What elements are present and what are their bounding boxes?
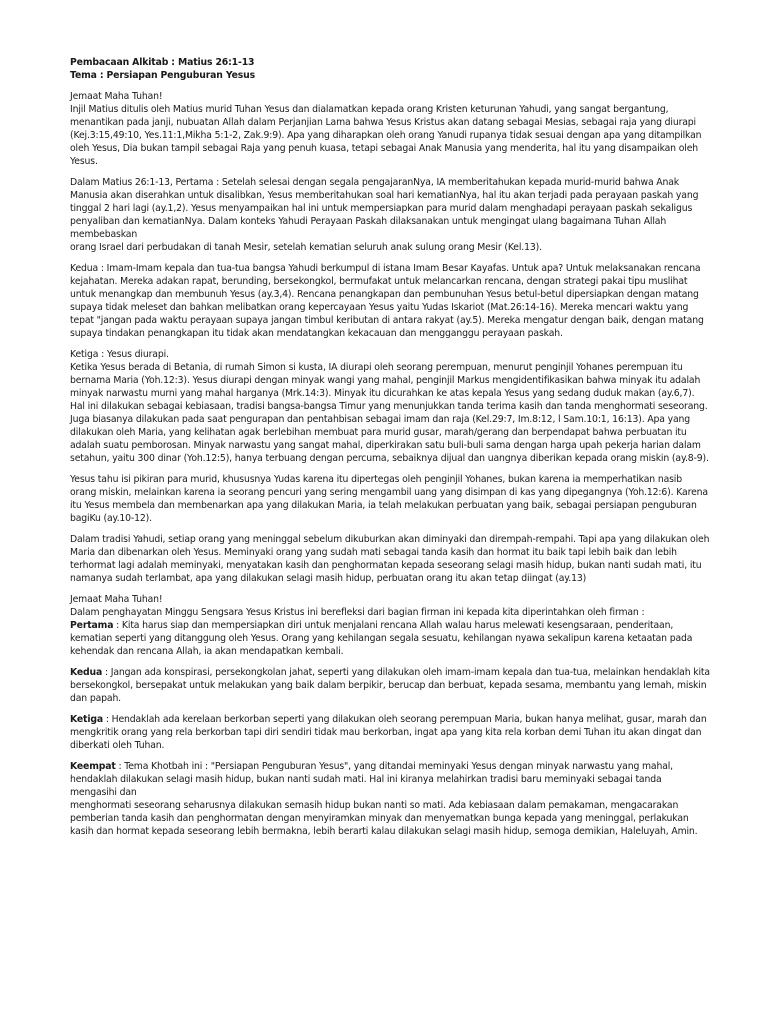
paragraph-text: Dalam Matius 26:1-13, Pertama : Setelah selesai dengan segala pengajaranNya, IA memberitahukan kepada murid-murid bahwa Anak Manusia akan diserahkan untuk disalibkan, Yesus memberitahukan soal hari kematianNya, hal itu akan terjadi pada perayaan paskah yang tinggal 2 hari lagi (ay.1,2). Yesus menyampaikan hal ini untuk mempersiapkan para murid dalam menghadapi perayaan paskah sekaligus penyaliban dan kematianNya. Dalam konteks Yahudi Perayaan Paskah dilaksanakan untuk mengingat ulang bagaimana Tuhan Allah membebaskan <box>70 177 699 240</box>
point-text: : Tema Khotbah ini : "Persiapan Penguburan Yesus", yang ditandai meminyaki Yesus dengan minyak narwastu yang mahal, hendaklah dilakukan selagi masih hidup, bukan nanti sudah mati. Hal ini kiranya melahirkan tradisi baru meminyaki sebagai tanda mengasihi dan <box>70 761 673 798</box>
paragraph-title: Ketiga : Yesus diurapi. <box>70 349 169 360</box>
paragraph-text: Yesus tahu isi pikiran para murid, khususnya Yudas karena itu dipertegas oleh penginjil Yohanes, bukan karena ia memperhatikan nasib orang miskin, melainkan karena ia seorang pencuri yang sering mengambil uang yang disimpan di kas yang dipegangnya (Yoh.12:6). Karena itu Yesus membela dan membenarkan apa yang dilakukan Maria, ia telah melakukan perbuatan yang baik, sebagai persiapan penguburan bagiKu (ay.10-12). <box>70 474 708 524</box>
point-label: Pertama <box>70 620 114 631</box>
greeting: Jemaat Maha Tuhan! <box>70 91 163 102</box>
paragraph-text: orang Israel dari perbudakan di tanah Mesir, setelah kematian seluruh anak sulung orang Mesir (Kel.13). <box>70 242 542 253</box>
point-keempat <box>70 760 710 799</box>
point-text: : Jangan ada konspirasi, persekongkolan jahat, seperti yang dilakukan oleh imam-imam kepala dan tua-tua, melainkan hendaklah kita bersekongkol, bersepakat untuk melakukan yang baik dalam berpikir, berucap dan berbuat, kepada sesama, membantu yang lemah, miskin dan papah. <box>70 667 710 704</box>
paragraph-yudas <box>70 473 710 525</box>
point-text: : Hendaklah ada kerelaan berkorban seperti yang dilakukan oleh seorang perempuan Maria, bukan hanya melihat, gusar, marah dan mengkritik orang yang rela berkorban tapi diri sendiri tidak mau berkorban, ingat apa yang kita rela korban demi Tuhan itu akan dingat dan diberkati oleh Tuhan. <box>70 714 707 751</box>
point-kedua <box>70 666 710 705</box>
paragraph-ketiga <box>70 348 710 465</box>
paragraph-text: Dalam tradisi Yahudi, setiap orang yang meninggal sebelum dikuburkan akan diminyaki dan dirempah-rempahi. Tapi apa yang dilakukan oleh Maria dan dibenarkan oleh Yesus. Meminyaki orang yang sudah mati sebagai tanda kasih dan hormat itu baik tapi lebih baik dan lebih terhormat lagi adalah meminyaki, menyatakan kasih dan penghormatan kepada seseorang selagi masih hidup, bukan nanti sudah mati, itu namanya sudah terlambat, apa yang dilakukan selagi masih hidup, perbuatan orang itu akan tetap diingat (ay.13) <box>70 534 710 584</box>
paragraph-text: Ketika Yesus berada di Betania, di rumah Simon si kusta, IA diurapi oleh seorang perempuan, menurut penginjil Yohanes perempuan itu bernama Maria (Yoh.12:3). Yesus diurapi dengan minyak wangi yang mahal, penginjil Markus mengidentifikasikan bahwa minyak itu adalah minyak narwastu murni yang mahal harganya (Mrk.14:3). Minyak itu dicurahkan ke atas kepala Yesus yang sedang duduk makan (ay.6,7). Hal ini dilakukan sebagai kebiasaan, tradisi bangsa-bangsa Timur yang menunjukkan tanda terima kasih dan tanda menghormati seseorang. Juga biasanya dilakukan pada saat pengurapan dan pentahbisan sebagai imam dan raja (Kel.29:7, Im.8:12, l Sam.10:1, 16:13). Apa yang dilakukan oleh Maria, yang kelihatan agak berlebihan membuat para murid gusar, marah/gerang dan berpendapat bahwa perbuatan itu adalah suatu pemborosan. Minyak narwastu yang sangat mahal, diperkirakan satu buli-buli sama dengan harga upah pekerja harian dalam setahun, yaitu 300 dinar (Yoh.12:5), hanya terbuang dengan percuma, sebaiknya dijual dan uangnya diberikan kepada orang miskin (ay.8-9). <box>70 362 709 464</box>
point-label: Kedua <box>70 667 103 678</box>
point-pertama <box>70 619 710 658</box>
greeting: Jemaat Maha Tuhan! <box>70 594 163 605</box>
paragraph-kedua <box>70 262 710 340</box>
point-label: Ketiga <box>70 714 104 725</box>
paragraph-text: Injil Matius ditulis oleh Matius murid Tuhan Yesus dan dialamatkan kepada orang Kristen keturunan Yahudi, yang sangat bergantung, menantikan pada janji, nubuatan Allah dalam Perjanjian Lama bahwa Yesus Kristus akan datang sebagai Mesias, sebagai raja yang diurapi (Kej.3:15,49:10, Yes.11:1,Mikha 5:1-2, Zak.9:9). Apa yang diharapkan oleh orang Yanudi rupanya tidak sesuai dengan apa yang ditampilkan oleh Yesus, Dia bukan tampil sebagai Raja yang penuh kuasa, tetapi sebagai Anak Manusia yang menderita, hal itu yang disampaikan oleh Yesus. <box>70 104 702 167</box>
point-text: : Kita harus siap dan mempersiapkan diri untuk menjalani rencana Allah walau harus melewati kesengsaraan, penderitaan, kematian seperti yang ditanggung oleh Yesus. Orang yang kehilangan segala sesuatu, kehilangan nyawa sekalipun karena ketaatan pada kehendak dan rencana Allah, ia akan mendapatkan kembali. <box>70 620 693 657</box>
paragraph-refleksi <box>70 593 710 619</box>
paragraph-text: Kedua : Imam-Imam kepala dan tua-tua bangsa Yahudi berkumpul di istana Imam Besar Kayafas. Untuk apa? Untuk melaksanakan rencana kejahatan. Mereka adakan rapat, berunding, bersekongkol, bermufakat untuk melancarkan rencana, dengan strategi pakai tipu muslihat untuk menangkap dan membunuh Yesus (ay.3,4). Rencana penangkapan dan pembunuhan Yesus betul-betul dipersiapkan dengan matang supaya tidak meleset dan bahkan melibatkan orang kepercayaan Yesus yaitu Yudas Iskariot (Mat.26:14-16). Mereka mencari waktu yang tepat "jangan pada waktu perayaan supaya jangan timbul keributan di antara rakyat (ay.5). Mereka mengatur dengan baik, dengan matang supaya tindakan penangkapan itu tidak akan mendatangkan kekacauan dan mengganggu perayaan paskah. <box>70 263 704 339</box>
reading-heading: Pembacaan Alkitab : Matius 26:1-13 <box>70 57 255 68</box>
paragraph-text: Dalam penghayatan Minggu Sengsara Yesus Kristus ini berefleksi dari bagian firman ini kepada kita diperintahkan oleh firman : <box>70 607 645 618</box>
paragraph-intro <box>70 90 710 168</box>
paragraph-tradisi <box>70 533 710 585</box>
sermon-document <box>70 56 710 838</box>
point-ketiga <box>70 713 710 752</box>
closing-paragraph: menghormati seseorang seharusnya dilakukan semasih hidup bukan nanti so mati. Ada kebiasaan dalam pemakaman, mengacarakan pemberian tanda kasih dan penghormatan dengan menyiramkan minyak dan menyematkan bunga kepada yang meninggal, perlakukan kasih dan hormat kepada seseorang lebih bermakna, lebih berarti kalau dilakukan selagi masih hidup, semoga demikian, Haleluyah, Amin. <box>70 800 698 837</box>
point-label: Keempat <box>70 761 116 772</box>
paragraph-pertama <box>70 176 710 254</box>
theme-heading: Tema : Persiapan Penguburan Yesus <box>70 70 255 81</box>
